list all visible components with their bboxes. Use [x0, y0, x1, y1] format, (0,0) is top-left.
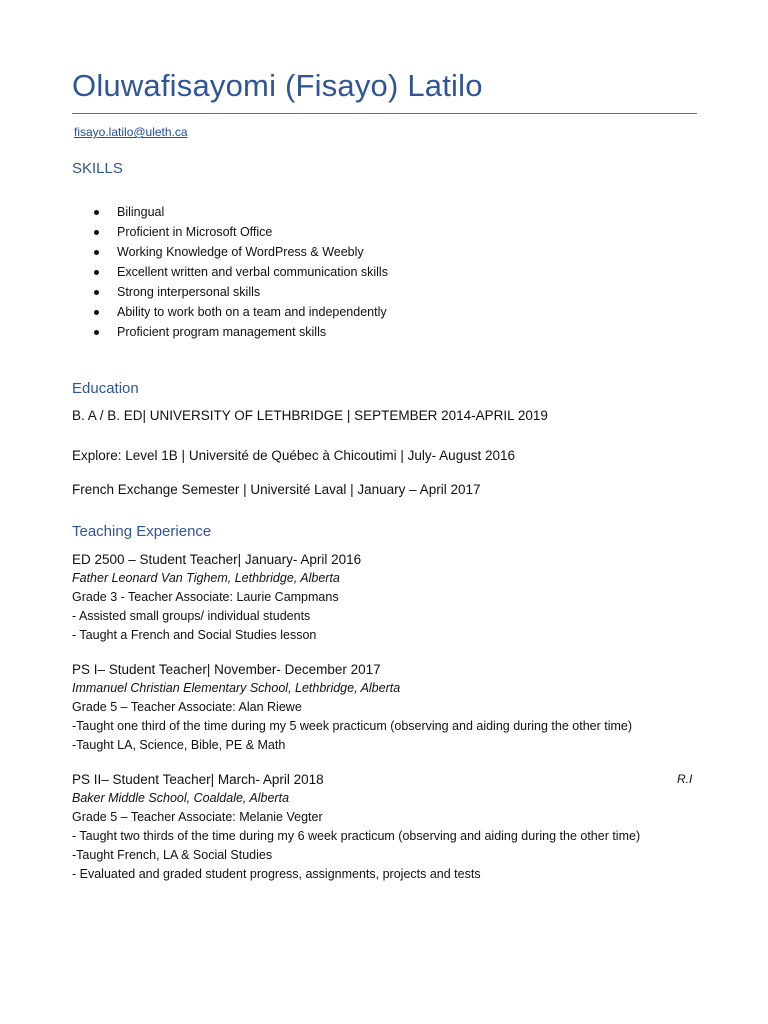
- job-detail: - Taught a French and Social Studies lesson: [72, 628, 317, 642]
- bullet-icon: [94, 230, 99, 235]
- bullet-icon: [94, 210, 99, 215]
- job-detail: - Taught two thirds of the time during my 6 week practicum (observing and aiding during the other time): [72, 829, 641, 843]
- job-entry: [72, 550, 361, 645]
- education-heading: Education: [72, 380, 139, 397]
- job-detail: Grade 5 – Teacher Associate: Alan Riewe: [72, 700, 302, 714]
- skill-text: Proficient program management skills: [117, 325, 327, 339]
- skills-heading: SKILLS: [72, 160, 123, 177]
- list-item: [0, 302, 388, 322]
- initials-mark: R.I: [677, 772, 693, 786]
- job-title: PS II– Student Teacher| March- April 2018: [72, 772, 324, 787]
- education-entry: French Exchange Semester | Université Laval | January – April 2017: [72, 482, 481, 497]
- job-detail: Grade 3 - Teacher Associate: Laurie Campmans: [72, 590, 339, 604]
- skill-text: Ability to work both on a team and independently: [117, 305, 387, 319]
- email-link[interactable]: fisayo.latilo@uleth.ca: [74, 125, 188, 139]
- job-place: Immanuel Christian Elementary School, Lethbridge, Alberta: [72, 681, 401, 695]
- job-detail: -Taught LA, Science, Bible, PE & Math: [72, 738, 286, 752]
- bullet-icon: [94, 290, 99, 295]
- bullet-icon: [94, 270, 99, 275]
- skill-text: Strong interpersonal skills: [117, 285, 261, 299]
- job-entry: [72, 770, 697, 884]
- job-entry: [72, 660, 632, 755]
- skills-list: [0, 202, 388, 342]
- job-detail: -Taught French, LA & Social Studies: [72, 848, 273, 862]
- list-item: [0, 242, 388, 262]
- job-detail: - Evaluated and graded student progress, assignments, projects and tests: [72, 867, 481, 881]
- name-divider: [72, 113, 697, 114]
- list-item: [0, 282, 388, 302]
- bullet-icon: [94, 330, 99, 335]
- list-item: [0, 202, 388, 222]
- job-title: ED 2500 – Student Teacher| January- April 2016: [72, 552, 362, 567]
- list-item: [0, 222, 388, 242]
- list-item: [0, 322, 388, 342]
- list-item: [0, 262, 388, 282]
- skill-text: Working Knowledge of WordPress & Weebly: [117, 245, 364, 259]
- job-detail: - Assisted small groups/ individual students: [72, 609, 311, 623]
- teaching-heading: Teaching Experience: [72, 523, 212, 540]
- skill-text: Excellent written and verbal communication skills: [117, 265, 388, 279]
- job-title: PS I– Student Teacher| November- December 2017: [72, 662, 381, 677]
- bullet-icon: [94, 250, 99, 255]
- job-detail: -Taught one third of the time during my 5 week practicum (observing and aiding during the other time): [72, 719, 633, 733]
- education-entry: Explore: Level 1B | Université de Québec à Chicoutimi | July- August 2016: [72, 448, 515, 463]
- candidate-name: Oluwafisayomi (Fisayo) Latilo: [72, 68, 483, 103]
- job-detail: Grade 5 – Teacher Associate: Melanie Vegter: [72, 810, 323, 824]
- job-place: Father Leonard Van Tighem, Lethbridge, Alberta: [72, 571, 340, 585]
- education-entry: B. A / B. ED| UNIVERSITY OF LETHBRIDGE | SEPTEMBER 2014-APRIL 2019: [72, 408, 548, 423]
- bullet-icon: [94, 310, 99, 315]
- skill-text: Bilingual: [117, 205, 165, 219]
- skill-text: Proficient in Microsoft Office: [117, 225, 273, 239]
- job-place: Baker Middle School, Coaldale, Alberta: [72, 791, 290, 805]
